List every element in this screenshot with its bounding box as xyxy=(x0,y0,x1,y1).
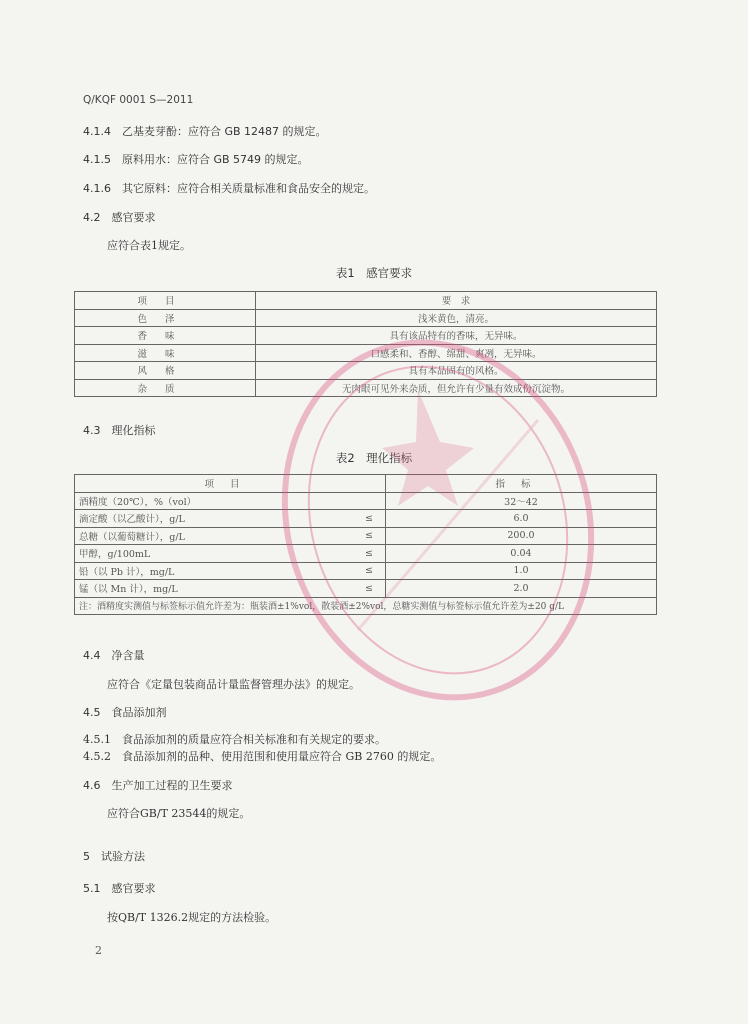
table-cell: 浅米黄色，清亮。 xyxy=(256,309,657,327)
table-cell: 1.0 xyxy=(386,562,657,580)
table-cell: 甲醇，g/100mL xyxy=(75,545,354,563)
table-cell: 滴定酸（以乙酸计），g/L xyxy=(75,510,354,528)
table-note-row xyxy=(75,597,657,615)
table-row xyxy=(75,344,657,362)
table-cell: 口感柔和、香醇、绵甜、爽冽，无异味。 xyxy=(256,344,657,362)
table-cell: 具有该品特有的香味，无异味。 xyxy=(256,327,657,345)
table-cell: ≤ xyxy=(353,545,386,563)
table-row xyxy=(75,527,657,545)
table-row xyxy=(75,379,657,397)
table-header-cell: 项目 xyxy=(75,292,256,310)
section-4-3-heading: 4.3 理化指标 xyxy=(83,424,156,437)
section-5-heading: 5 试验方法 xyxy=(83,850,145,863)
physicochemical-table xyxy=(74,474,657,615)
table-cell: 总糖（以葡萄糖计），g/L xyxy=(75,527,354,545)
clause-4-1-6: 4.1.6 其它原料：应符合相关质量标准和食品安全的规定。 xyxy=(83,182,375,195)
table-cell: 200.0 xyxy=(386,527,657,545)
clause-4-1-4: 4.1.4 乙基麦芽酚：应符合 GB 12487 的规定。 xyxy=(83,125,327,138)
table-cell: 具有本品固有的风格。 xyxy=(256,362,657,380)
sensory-table xyxy=(74,291,657,397)
table-cell: 锰（以 Mn 计），mg/L xyxy=(75,580,354,598)
table-cell: ≤ xyxy=(353,527,386,545)
section-5-1-text: 按QB/T 1326.2规定的方法检验。 xyxy=(107,911,277,924)
table2-caption: 表2 理化指标 xyxy=(335,451,413,465)
table-cell: 滋味 xyxy=(75,344,256,362)
table-cell: ≤ xyxy=(353,562,386,580)
table-row xyxy=(75,545,657,563)
table-cell: 香味 xyxy=(75,327,256,345)
table-cell: ≤ xyxy=(353,510,386,528)
table-cell: 0.04 xyxy=(386,545,657,563)
section-4-6-text: 应符合GB/T 23544的规定。 xyxy=(107,807,251,820)
section-4-5-heading: 4.5 食品添加剂 xyxy=(83,706,167,719)
table-cell: 酒精度（20℃），%（vol） xyxy=(75,492,354,510)
clause-4-5-2: 4.5.2 食品添加剂的品种、使用范围和使用量应符合 GB 2760 的规定。 xyxy=(83,750,442,763)
table-row xyxy=(75,327,657,345)
table-cell xyxy=(353,492,386,510)
table-header-row xyxy=(75,292,657,310)
table-cell: 6.0 xyxy=(386,510,657,528)
standard-code: Q/KQF 0001 S—2011 xyxy=(83,94,194,106)
table-note: 注：酒精度实测值与标签标示值允许差为：瓶装酒±1%vol，散装酒±2%vol，总糖实测值与标签标示值允许差为±20 g/L xyxy=(75,597,657,615)
table-row xyxy=(75,309,657,327)
table-row xyxy=(75,510,657,528)
table-cell: 32～42 xyxy=(386,492,657,510)
table-cell: 2.0 xyxy=(386,580,657,598)
section-5-1-heading: 5.1 感官要求 xyxy=(83,882,156,895)
table1-caption: 表1 感官要求 xyxy=(335,266,413,280)
table-row xyxy=(75,580,657,598)
table-header-cell: 要 求 xyxy=(256,292,657,310)
table-cell: 风格 xyxy=(75,362,256,380)
table-cell: 铅（以 Pb 计），mg/L xyxy=(75,562,354,580)
clause-4-1-5: 4.1.5 原料用水：应符合 GB 5749 的规定。 xyxy=(83,153,309,166)
table-cell: 无肉眼可见外来杂质，但允许有少量有效成份沉淀物。 xyxy=(256,379,657,397)
table-cell: ≤ xyxy=(353,580,386,598)
clause-4-5-1: 4.5.1 食品添加剂的质量应符合相关标准和有关规定的要求。 xyxy=(83,733,386,746)
page-number: 2 xyxy=(95,944,102,957)
section-4-2-text: 应符合表1规定。 xyxy=(107,239,191,252)
section-4-4-text: 应符合《定量包装商品计量监督管理办法》的规定。 xyxy=(107,678,360,691)
table-header-cell: 项目 xyxy=(75,475,386,493)
table-row xyxy=(75,362,657,380)
table-header-cell: 指标 xyxy=(386,475,657,493)
section-4-6-heading: 4.6 生产加工过程的卫生要求 xyxy=(83,779,233,792)
table-header-row xyxy=(75,475,657,493)
table-cell: 色泽 xyxy=(75,309,256,327)
section-4-4-heading: 4.4 净含量 xyxy=(83,649,145,662)
table-row xyxy=(75,562,657,580)
table-cell: 杂质 xyxy=(75,379,256,397)
section-4-2-heading: 4.2 感官要求 xyxy=(83,211,156,224)
table-row xyxy=(75,492,657,510)
